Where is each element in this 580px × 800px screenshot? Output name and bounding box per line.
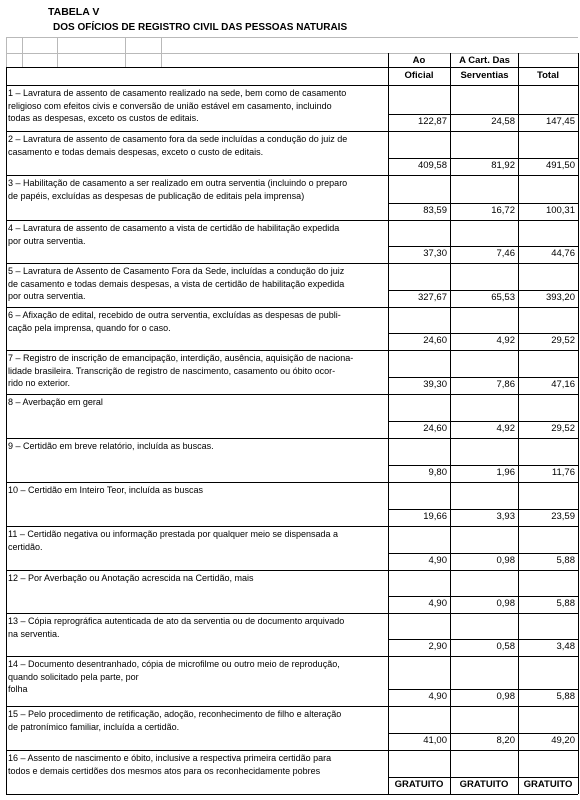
table-subtitle: DOS OFÍCIOS DE REGISTRO CIVIL DAS PESSOAS NATURAIS xyxy=(53,22,348,33)
value-serventias: 0,98 xyxy=(496,555,515,566)
row-rule xyxy=(6,706,578,707)
row-description xyxy=(8,309,383,334)
description-line: 16 – Assento de nascimento e óbito, inclusive a respectiva primeira certidão para xyxy=(8,753,332,763)
value-oficial: 24,60 xyxy=(423,423,447,434)
value-oficial: 4,90 xyxy=(428,555,447,566)
value-serventias: 24,58 xyxy=(491,116,515,127)
row-description xyxy=(8,177,383,202)
table-title: TABELA V xyxy=(48,6,100,18)
value-total: 393,20 xyxy=(545,292,575,303)
header-gridline xyxy=(57,37,58,67)
description-line: 9 – Certidão em breve relatório, incluída as buscas. xyxy=(8,441,214,451)
value-serventias: 0,98 xyxy=(496,598,515,609)
row-description xyxy=(8,352,383,390)
row-description xyxy=(8,133,383,158)
value-rule xyxy=(388,639,578,640)
header-gridline xyxy=(6,37,7,67)
value-total: 100,31 xyxy=(545,205,575,216)
row-rule xyxy=(6,570,578,571)
row-description xyxy=(8,222,383,247)
value-oficial: 24,60 xyxy=(423,335,447,346)
description-line: 15 – Pelo procedimento de retificação, adoção, reconhecimento de filho e alteração xyxy=(8,709,342,719)
description-line: quando solicitado pela parte, por xyxy=(8,671,139,682)
description-line: 1 – Lavratura de assento de casamento realizado na sede, bem como de casamento xyxy=(8,88,347,98)
row-rule xyxy=(6,794,578,795)
header-top-gridline xyxy=(6,37,578,38)
value-total: 5,88 xyxy=(556,691,575,702)
description-line: lidade brasileira. Transcrição de registro de nascimento, casamento ou óbito ocor- xyxy=(8,365,336,376)
row-rule xyxy=(6,350,578,351)
description-line: 12 – Por Averbação ou Anotação acrescida na Certidão, mais xyxy=(8,573,254,583)
description-line: 14 – Documento desentranhado, cópia de microfilme ou outro meio de reprodução, xyxy=(8,659,340,669)
header-gridline xyxy=(125,37,126,67)
row-description xyxy=(8,528,383,553)
description-line: por outra serventia. xyxy=(8,291,86,301)
header-oficial-line2: Oficial xyxy=(404,70,434,81)
row-rule xyxy=(6,175,578,176)
value-serventias: 4,92 xyxy=(496,423,515,434)
header-gridline xyxy=(161,37,162,67)
header-serventias-line2: Serventias xyxy=(460,70,509,81)
value-serventias: 0,58 xyxy=(496,641,515,652)
value-rule xyxy=(388,158,578,159)
value-oficial: 327,67 xyxy=(417,292,447,303)
row-rule xyxy=(6,482,578,483)
value-total: 3,48 xyxy=(556,641,575,652)
table-left-border xyxy=(6,67,7,794)
row-description xyxy=(8,396,383,409)
value-rule xyxy=(388,377,578,378)
value-total: 44,76 xyxy=(551,248,575,259)
value-oficial: 19,66 xyxy=(423,511,447,522)
row-rule xyxy=(6,220,578,221)
value-total: 147,45 xyxy=(545,116,575,127)
row-description xyxy=(8,615,383,640)
row-description xyxy=(8,265,383,303)
row-rule xyxy=(6,131,578,132)
value-serventias: 3,93 xyxy=(496,511,515,522)
header-serventias-line1: A Cart. Das xyxy=(459,55,510,66)
header-gridline xyxy=(22,37,23,67)
description-line: 10 – Certidão em Inteiro Teor, incluída as buscas xyxy=(8,485,203,495)
description-line: todas as despesas, exceto os custos de editais. xyxy=(8,113,199,123)
value-serventias: 0,98 xyxy=(496,691,515,702)
value-oficial: GRATUITO xyxy=(394,779,444,790)
value-rule xyxy=(388,465,578,466)
body-top-rule xyxy=(6,85,578,86)
header-oficial xyxy=(389,53,449,83)
value-total: 49,20 xyxy=(551,735,575,746)
value-rule xyxy=(388,553,578,554)
row-description xyxy=(8,484,383,497)
value-total: 29,52 xyxy=(551,335,575,346)
header-serventias xyxy=(451,53,518,83)
value-rule xyxy=(388,733,578,734)
row-description xyxy=(8,87,383,125)
description-line: 11 – Certidão negativa ou informação prestada por qualquer meio se dispensada a xyxy=(8,529,339,539)
header-rule xyxy=(6,67,578,68)
value-oficial: 122,87 xyxy=(417,116,447,127)
row-rule xyxy=(6,263,578,264)
description-line: todos e demais certidões dos mesmos atos para os reconhecidamente pobres xyxy=(8,765,321,776)
description-line: de papéis, excluídas as despesas de publicação de editais pela imprensa) xyxy=(8,190,305,201)
value-oficial: 4,90 xyxy=(428,691,447,702)
description-line: 13 – Cópia reprográfica autenticada de ato da serventia ou de documento arquivado xyxy=(8,616,345,626)
value-rule xyxy=(388,689,578,690)
value-total: 491,50 xyxy=(545,160,575,171)
description-line: por outra serventia. xyxy=(8,235,86,246)
value-rule xyxy=(388,777,578,778)
description-line: 2 – Lavratura de assento de casamento fora da sede incluídas a condução do juiz de xyxy=(8,134,348,144)
description-line: rido no exterior. xyxy=(8,378,71,388)
value-serventias: GRATUITO xyxy=(459,779,509,790)
row-rule xyxy=(6,307,578,308)
value-rule xyxy=(388,203,578,204)
value-oficial: 9,80 xyxy=(428,467,447,478)
description-line: folha xyxy=(8,684,28,694)
table-right-border xyxy=(578,53,579,794)
value-total: 5,88 xyxy=(556,598,575,609)
value-total: 5,88 xyxy=(556,555,575,566)
value-serventias: 7,46 xyxy=(496,248,515,259)
row-rule xyxy=(6,613,578,614)
value-serventias: 1,96 xyxy=(496,467,515,478)
value-rule xyxy=(388,596,578,597)
value-oficial: 409,58 xyxy=(417,160,447,171)
row-description xyxy=(8,752,383,777)
value-serventias: 16,72 xyxy=(491,205,515,216)
row-rule xyxy=(6,750,578,751)
description-line: casamento e todas demais despesas, exceto o custo de editais. xyxy=(8,146,264,157)
row-rule xyxy=(6,526,578,527)
value-total: 11,76 xyxy=(551,467,575,478)
value-oficial: 4,90 xyxy=(428,598,447,609)
value-serventias: 81,92 xyxy=(491,160,515,171)
row-description xyxy=(8,572,383,585)
description-line: 8 – Averbação em geral xyxy=(8,397,103,407)
description-line: certidão. xyxy=(8,541,43,552)
value-oficial: 83,59 xyxy=(423,205,447,216)
description-line: na serventia. xyxy=(8,628,60,639)
description-line: de patronímico familiar, incluída a certidão. xyxy=(8,721,180,732)
value-serventias: 7,86 xyxy=(496,379,515,390)
value-total: 23,59 xyxy=(551,511,575,522)
description-line: de casamento e todas demais despesas, a vista de certidão de habilitação expedida xyxy=(8,278,345,289)
value-rule xyxy=(388,509,578,510)
row-description xyxy=(8,440,383,453)
value-serventias: 4,92 xyxy=(496,335,515,346)
description-line: 7 – Registro de inscrição de emancipação, interdição, ausência, aquisição de naciona- xyxy=(8,353,354,363)
value-total: 29,52 xyxy=(551,423,575,434)
value-rule xyxy=(388,333,578,334)
description-line: 4 – Lavratura de assento de casamento a vista de certidão de habilitação expedida xyxy=(8,223,340,233)
row-description xyxy=(8,708,383,733)
value-oficial: 2,90 xyxy=(428,641,447,652)
description-line: 3 – Habilitação de casamento a ser realizado em outra serventia (incluindo o preparo xyxy=(8,178,348,188)
row-description xyxy=(8,658,383,696)
value-oficial: 41,00 xyxy=(423,735,447,746)
description-line: cação pela imprensa, quando for o caso. xyxy=(8,322,171,333)
value-serventias: 8,20 xyxy=(496,735,515,746)
description-line: 6 – Afixação de edital, recebido de outra serventia, excluídas as despesas de publi- xyxy=(8,310,341,320)
value-rule xyxy=(388,246,578,247)
header-total: Total xyxy=(537,70,559,81)
value-oficial: 37,30 xyxy=(423,248,447,259)
row-rule xyxy=(6,394,578,395)
row-rule xyxy=(6,438,578,439)
description-line: religioso com efeitos civis e conversão de união estável em casamento, incluindo xyxy=(8,100,332,111)
value-oficial: 39,30 xyxy=(423,379,447,390)
value-serventias: 65,53 xyxy=(491,292,515,303)
value-rule xyxy=(388,114,578,115)
value-rule xyxy=(388,290,578,291)
value-rule xyxy=(388,421,578,422)
row-rule xyxy=(6,656,578,657)
header-oficial-line1: Ao xyxy=(412,55,426,66)
description-line: 5 – Lavratura de Assento de Casamento Fora da Sede, incluídas a condução do juiz xyxy=(8,266,345,276)
value-total: GRATUITO xyxy=(523,779,573,790)
value-total: 47,16 xyxy=(551,379,575,390)
